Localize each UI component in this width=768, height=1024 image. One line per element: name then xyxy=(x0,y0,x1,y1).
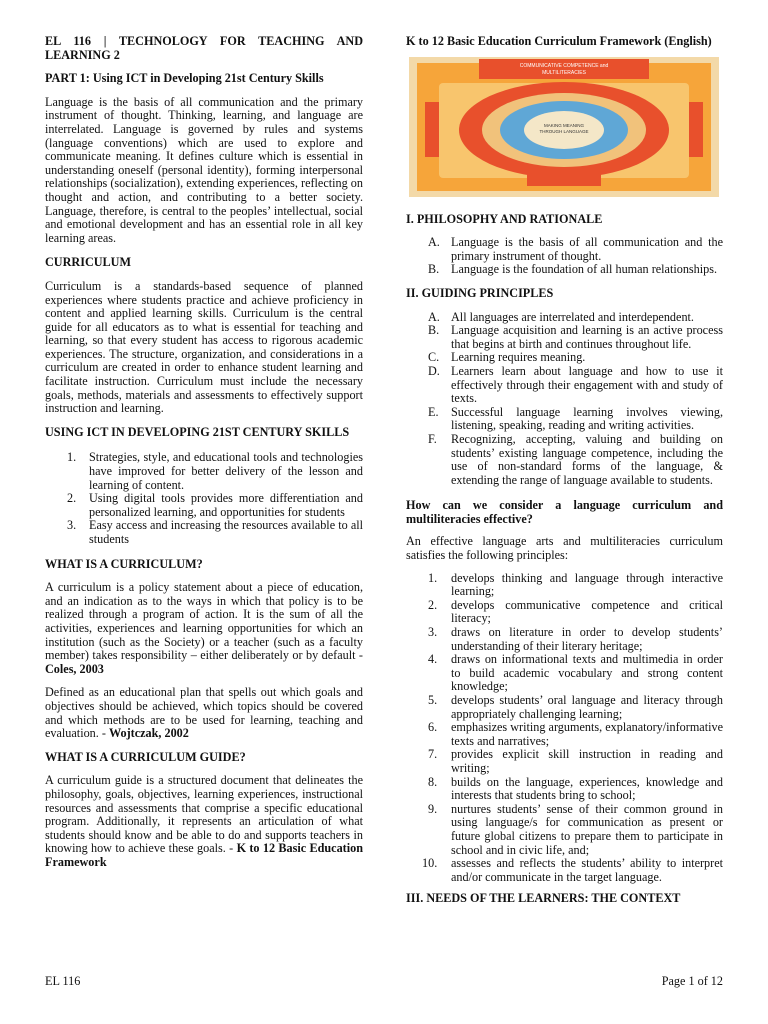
citation: K to 12 Basic Education Framework xyxy=(45,841,363,869)
right-column xyxy=(406,35,723,906)
svg-text:MULTILITERACIES: MULTILITERACIES xyxy=(542,69,586,76)
framework-center-label: MAKING MEANING xyxy=(543,122,585,128)
list-item: 8. builds on the language, experiences, knowledge and interests that students bring to school; xyxy=(428,774,723,803)
what-curriculum-heading: WHAT IS A CURRICULUM? xyxy=(45,556,203,571)
framework-left-banner xyxy=(425,102,439,157)
page-number: Page 1 of 12 xyxy=(661,974,723,988)
list-item: 9. nurtures students’ sense of their common ground in using language/s for communication as present or future global citizens to prepare them to participate in school and in civic life, and; xyxy=(428,801,723,857)
what-curriculum-paragraph: A curriculum is a policy statement about a piece of education, and an indication as to the ways in which that policy is to be realized through a program of action. It is the sum of all the activities, experiences and learning opportunities for which an institution (such as the Society) or a teacher (such as a faculty member) takes responsibility – either deliberately or by default - Coles, 2003 xyxy=(45,580,363,676)
philosophy-heading: I. PHILOSOPHY AND RATIONALE xyxy=(406,211,603,226)
how-paragraph: An effective language arts and multiliteracies curriculum satisfies the following principles: xyxy=(406,534,723,563)
guide-paragraph: A curriculum guide is a structured document that delineates the philosophy, goals, objectives, learning experiences, instructional resources and assessments that comprise a specific educational program. Additionally, it represents an articulation of what students should know and be able to do and supports teachers in knowing how to achieve these goals. - K to 12 Basic Education Framework xyxy=(45,773,363,869)
list-item: 3. Easy access and increasing the resources available to all students xyxy=(67,518,363,546)
how-heading: How can we consider a language curriculum and multiliteracies effective? xyxy=(406,498,723,526)
citation: Coles, 2003 xyxy=(45,661,104,676)
part1-heading: PART 1: Using ICT in Developing 21st Century Skills xyxy=(45,71,324,86)
list-item: 6. emphasizes writing arguments, explanatory/informative texts and narratives; xyxy=(428,720,723,748)
list-item: B. Language acquisition and learning is an active process that begins at birth and continues throughout life. xyxy=(428,323,723,351)
footer-course-code: EL 116 xyxy=(45,974,81,988)
list-item: A. All languages are interrelated and interdependent. xyxy=(428,309,694,324)
ict-heading: USING ICT IN DEVELOPING 21ST CENTURY SKILLS xyxy=(45,424,350,439)
list-item: 1. Strategies, style, and educational tools and technologies have improved for better delivery of the lesson and learning of content. xyxy=(67,450,363,492)
svg-text:THROUGH LANGUAGE: THROUGH LANGUAGE xyxy=(539,128,589,134)
list-item: 7. provides explicit skill instruction in reading and writing; xyxy=(428,747,723,775)
list-item: F. Recognizing, accepting, valuing and building on students’ existing language competence, including the use of non-standard forms of the language, & extending the range of language available to students. xyxy=(428,431,723,487)
list-item: E. Successful language learning involves viewing, listening, speaking, reading and writing activities. xyxy=(428,404,723,433)
philosophy-list xyxy=(406,236,723,277)
list-item: 10. assesses and reflects the students’ ability to interpret and/or communicate in the target language. xyxy=(422,856,723,884)
document-title: EL 116 | TECHNOLOGY FOR TEACHING AND LEARNING 2 xyxy=(45,34,363,62)
list-item: D. Learners learn about language and how to use it effectively through their engagement with and study of texts. xyxy=(428,363,723,406)
guide-heading: WHAT IS A CURRICULUM GUIDE? xyxy=(45,749,246,764)
list-item: 4. draws on informational texts and multimedia in order to build academic vocabulary and strong content knowledge; xyxy=(428,652,723,694)
citation: Wojtczak, 2002 xyxy=(108,726,189,741)
list-item: 2. Using digital tools provides more differentiation and personalized learning, and opportunities for students xyxy=(67,491,363,519)
curriculum-heading: CURRICULUM xyxy=(45,255,131,270)
framework-top-banner xyxy=(479,59,649,79)
defined-paragraph: Defined as an educational plan that spells out which goals and objectives should be achieved, which topics should be covered and which methods are to be used for learning, teaching and evaluation. - Wojtczak, 2002 xyxy=(45,685,363,741)
ict-list xyxy=(45,451,363,546)
framework-bottom-banner xyxy=(527,170,601,186)
curriculum-paragraph: Curriculum is a standards-based sequence of planned experiences where students practice and achieve proficiency in content and applied learning skills. Curriculum is the central guide for all educators as to what is essential for teaching and learning, so that every student has access to rigorous academic experiences. The structure, organization, and considerations in a curriculum are created in order to enhance student learning and facilitate instruction. Curriculum must include the necessary goals, methods, materials and assessments to effectively support instruction and learning. xyxy=(45,278,363,416)
left-column xyxy=(45,35,363,869)
framework-banner-text: COMMUNICATIVE COMPETENCE and xyxy=(519,62,609,69)
intro-paragraph: Language is the basis of all communication and the primary instrument of thought. Thinking, learning, and language are interrelated. Language is governed by rules and systems (language conventions) which are used to explore and communicate meaning. It defines culture which is essential in understanding oneself (personal identity), forming interpersonal relationships (socialization), extending experiences, reflecting on thought and action, and contributing to a better society. Language, therefore, is central to the peoples’ intellectual, social and emotional development and has an essential role in all key learning areas. xyxy=(45,94,363,245)
curriculum-framework-image xyxy=(409,57,719,197)
list-item: 1. develops thinking and language through interactive learning; xyxy=(428,570,723,599)
list-item: A. Language is the basis of all communication and the primary instrument of thought. xyxy=(428,235,723,263)
list-item: 2. develops communicative competence and critical literacy; xyxy=(428,597,723,626)
list-item: 3. draws on literature in order to develop students’ understanding of their literary heritage; xyxy=(428,625,723,653)
needs-heading: III. NEEDS OF THE LEARNERS: THE CONTEXT xyxy=(406,891,681,906)
framework-right-banner xyxy=(689,102,703,157)
framework-diagram xyxy=(409,57,719,197)
principles-numbered-list xyxy=(406,572,723,885)
framework-heading: K to 12 Basic Education Curriculum Framework (English) xyxy=(406,34,712,48)
list-item: B. Language is the foundation of all human relationships. xyxy=(428,262,718,277)
principles-heading: II. GUIDING PRINCIPLES xyxy=(406,285,554,300)
list-item: 5. develops students’ oral language and literacy through appropriately challenging learning; xyxy=(428,693,723,721)
list-item: C. Learning requires meaning. xyxy=(428,350,586,365)
principles-list xyxy=(406,311,723,488)
